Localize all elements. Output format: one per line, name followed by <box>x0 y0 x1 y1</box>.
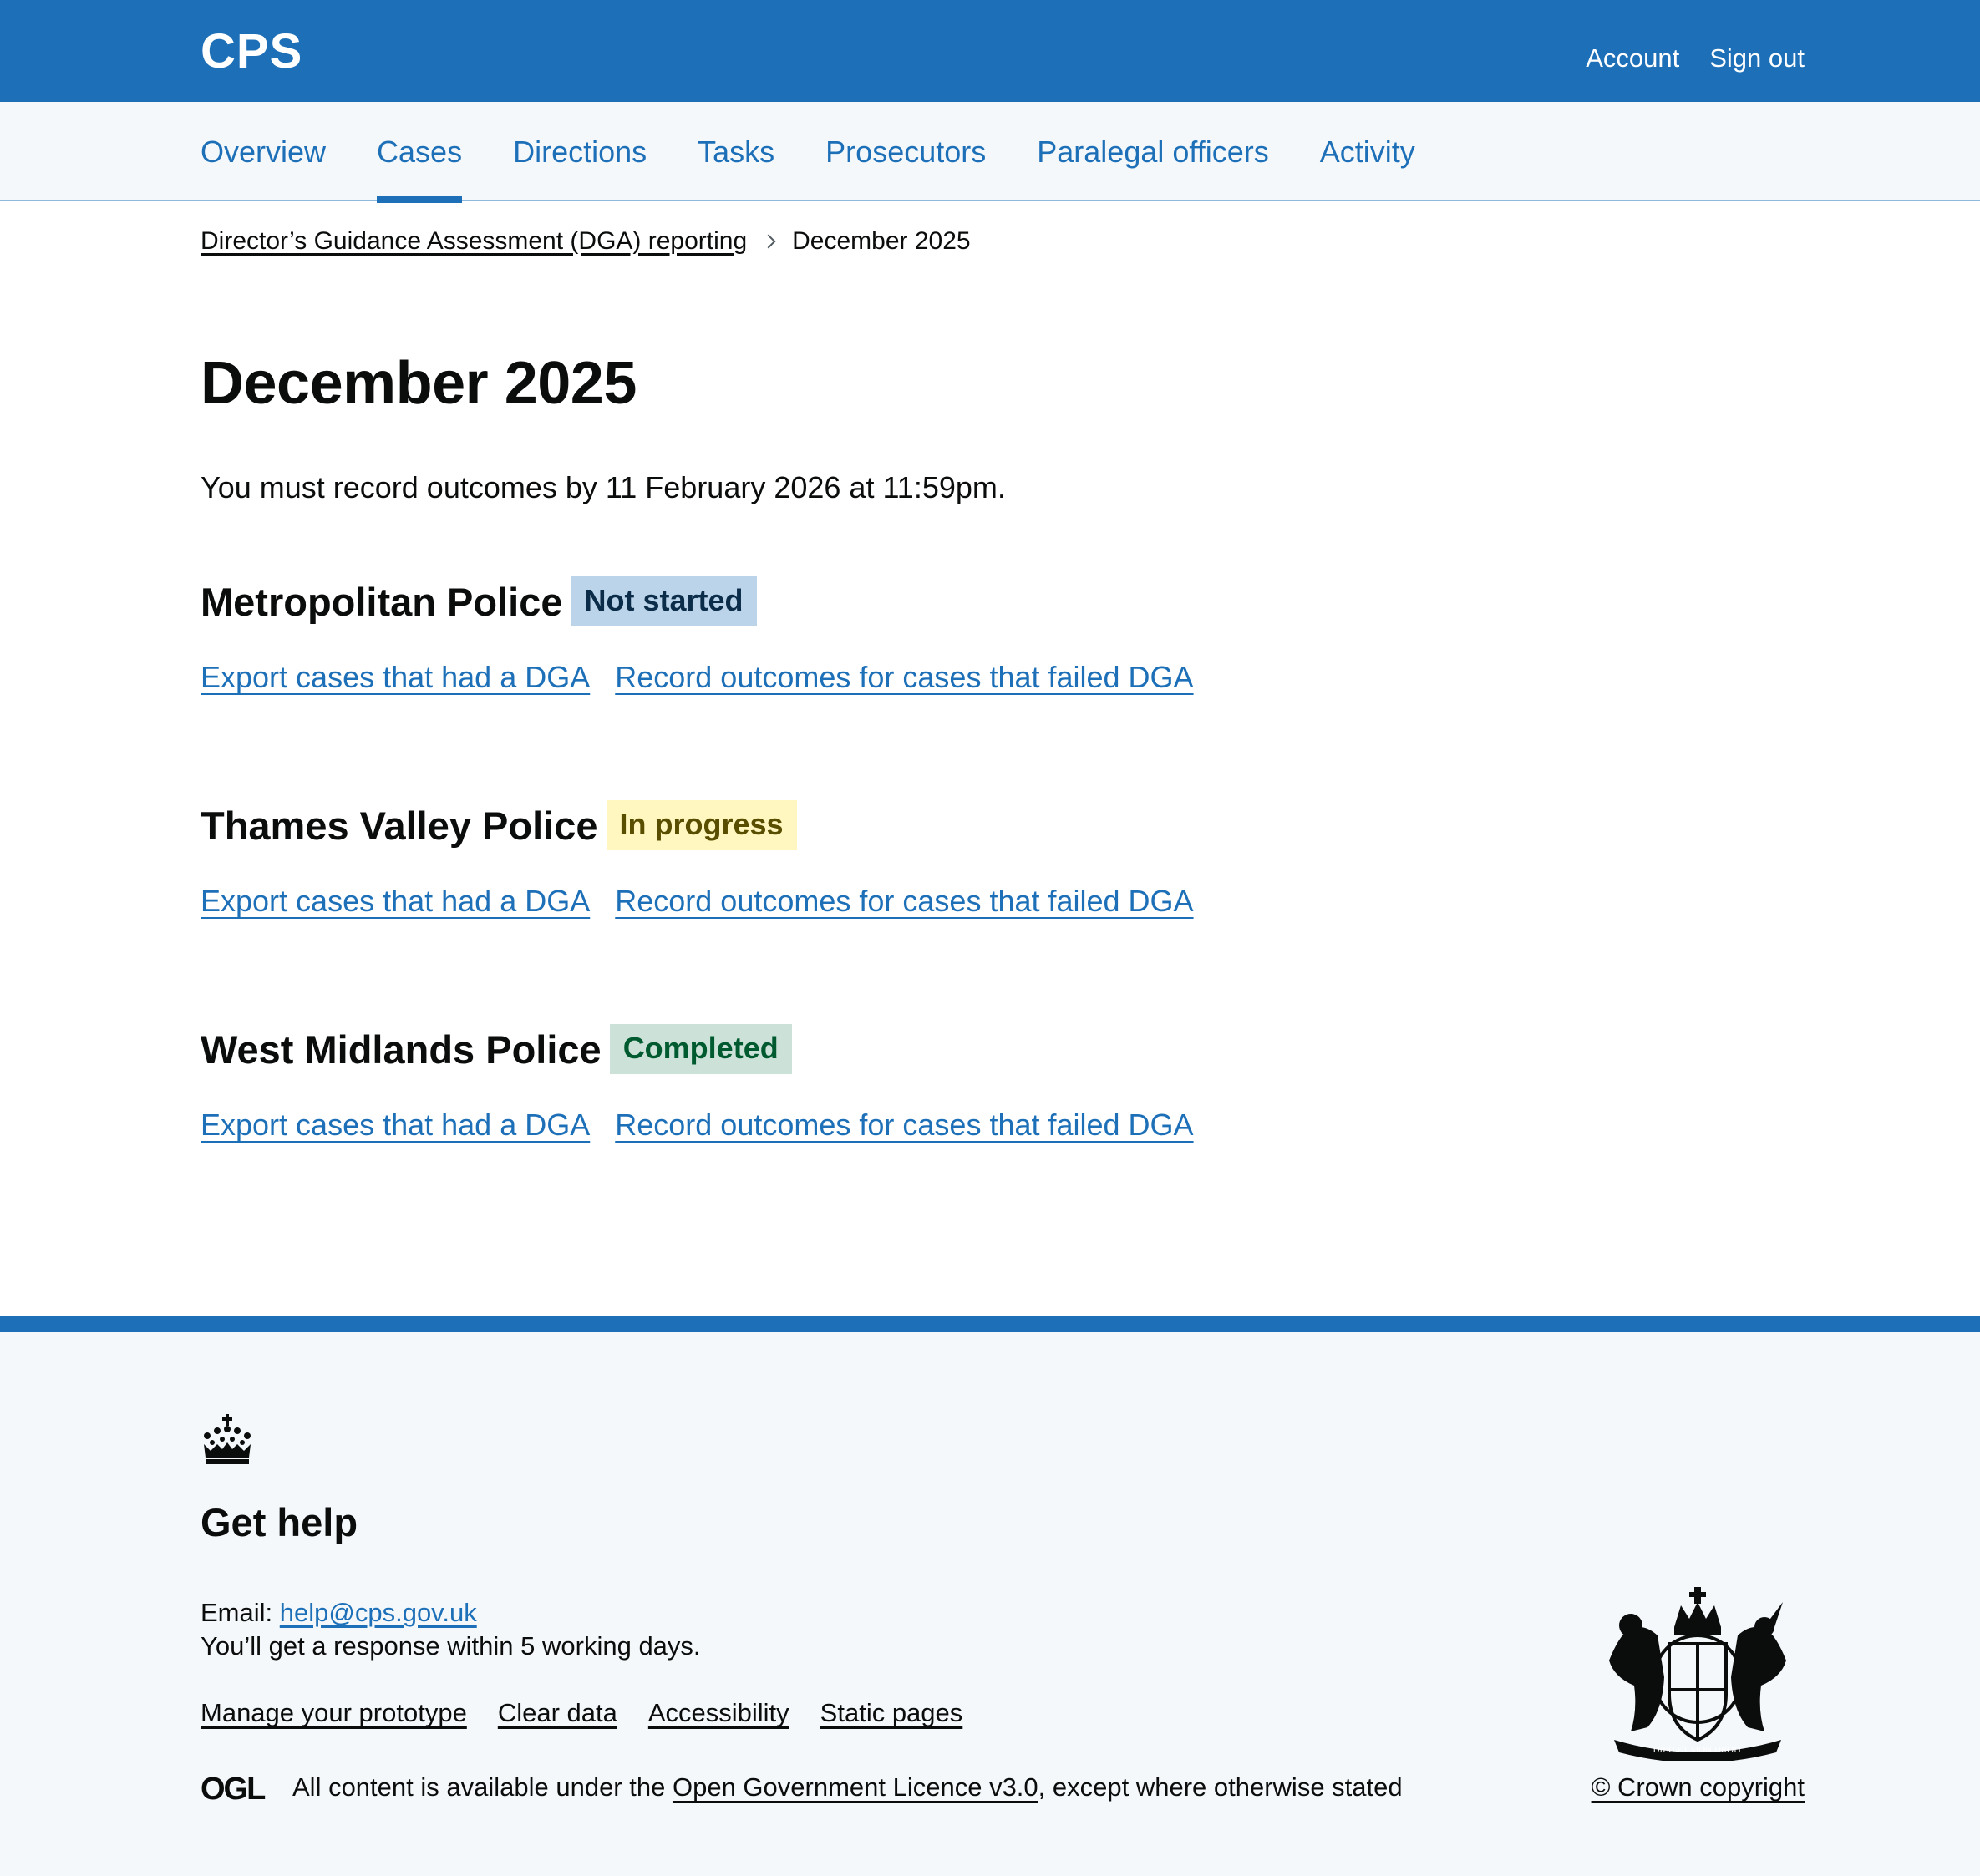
status-tag: Completed <box>610 1024 792 1074</box>
breadcrumb <box>201 227 971 256</box>
status-tag: In progress <box>607 800 797 850</box>
record-outcomes-link[interactable]: Record outcomes for cases that failed DGA <box>615 884 1194 918</box>
force-actions <box>201 884 1194 919</box>
force-name: Thames Valley Police <box>201 803 598 848</box>
clear-data-link[interactable]: Clear data <box>497 1698 617 1727</box>
static-pages-link[interactable]: Static pages <box>820 1698 963 1727</box>
service-navigation <box>0 102 1980 201</box>
manage-prototype-link[interactable]: Manage your prototype <box>201 1698 467 1727</box>
site-header <box>0 0 1980 102</box>
email-label: Email: <box>201 1598 273 1627</box>
nav-item-tasks[interactable]: Tasks <box>698 134 775 169</box>
licence-prefix: All content is available under the <box>292 1772 666 1802</box>
force-name: Metropolitan Police <box>201 579 563 624</box>
svg-text:OGL: OGL <box>201 1772 265 1802</box>
nav-items <box>201 102 1415 201</box>
page-title: December 2025 <box>201 350 637 417</box>
nav-item-directions[interactable]: Directions <box>513 134 647 169</box>
footer-links <box>201 1698 962 1728</box>
sign-out-link[interactable]: Sign out <box>1709 43 1805 73</box>
force-actions <box>201 1108 1194 1143</box>
export-cases-link[interactable]: Export cases that had a DGA <box>201 1108 591 1142</box>
svg-text:DIEU ET MON DROIT: DIEU ET MON DROIT <box>1653 1745 1743 1755</box>
force-name: West Midlands Police <box>201 1027 602 1072</box>
site-footer <box>0 1316 1980 1876</box>
nav-item-cases[interactable]: Cases <box>377 102 462 201</box>
record-outcomes-link[interactable]: Record outcomes for cases that failed DGA <box>615 660 1194 694</box>
breadcrumb-current: December 2025 <box>792 227 971 255</box>
nav-item-paralegal-officers[interactable]: Paralegal officers <box>1037 134 1269 169</box>
nav-item-activity[interactable]: Activity <box>1319 134 1415 169</box>
force-section-thames-valley <box>201 800 1194 919</box>
force-heading <box>201 1024 1194 1074</box>
force-heading <box>201 800 1194 850</box>
account-nav <box>1586 43 1805 74</box>
force-section-west-midlands <box>201 1024 1194 1143</box>
ogl-logo-icon <box>201 1772 271 1802</box>
force-heading <box>201 576 1194 626</box>
record-outcomes-link[interactable]: Record outcomes for cases that failed DGA <box>615 1108 1194 1142</box>
nav-item-overview[interactable]: Overview <box>201 134 327 169</box>
export-cases-link[interactable]: Export cases that had a DGA <box>201 660 591 694</box>
breadcrumb-dga-reporting-link[interactable]: Director’s Guidance Assessment (DGA) reporting <box>201 227 748 255</box>
account-link[interactable]: Account <box>1586 43 1680 73</box>
email-line <box>201 1598 477 1628</box>
royal-coat-of-arms-icon <box>1597 1585 1798 1761</box>
crown-icon <box>201 1414 254 1466</box>
deadline-text: You must record outcomes by 11 February 2026 at 11:59pm. <box>201 470 1006 504</box>
help-email-link[interactable]: help@cps.gov.uk <box>279 1598 477 1627</box>
chevron-right-icon <box>762 235 776 249</box>
response-time-text: You’ll get a response within 5 working days. <box>201 1631 701 1661</box>
export-cases-link[interactable]: Export cases that had a DGA <box>201 884 591 918</box>
get-help-heading: Get help <box>201 1500 358 1544</box>
licence-suffix: , except where otherwise stated <box>1038 1772 1403 1802</box>
force-actions <box>201 660 1194 695</box>
cps-logo[interactable]: CPS <box>201 24 303 79</box>
force-section-metropolitan <box>201 576 1194 695</box>
licence-row <box>201 1772 1403 1802</box>
nav-item-prosecutors[interactable]: Prosecutors <box>825 134 987 169</box>
crown-copyright-link[interactable]: © Crown copyright <box>1591 1772 1805 1802</box>
open-government-licence-link[interactable]: Open Government Licence v3.0 <box>672 1772 1038 1802</box>
accessibility-link[interactable]: Accessibility <box>647 1698 789 1727</box>
status-tag: Not started <box>571 576 757 626</box>
